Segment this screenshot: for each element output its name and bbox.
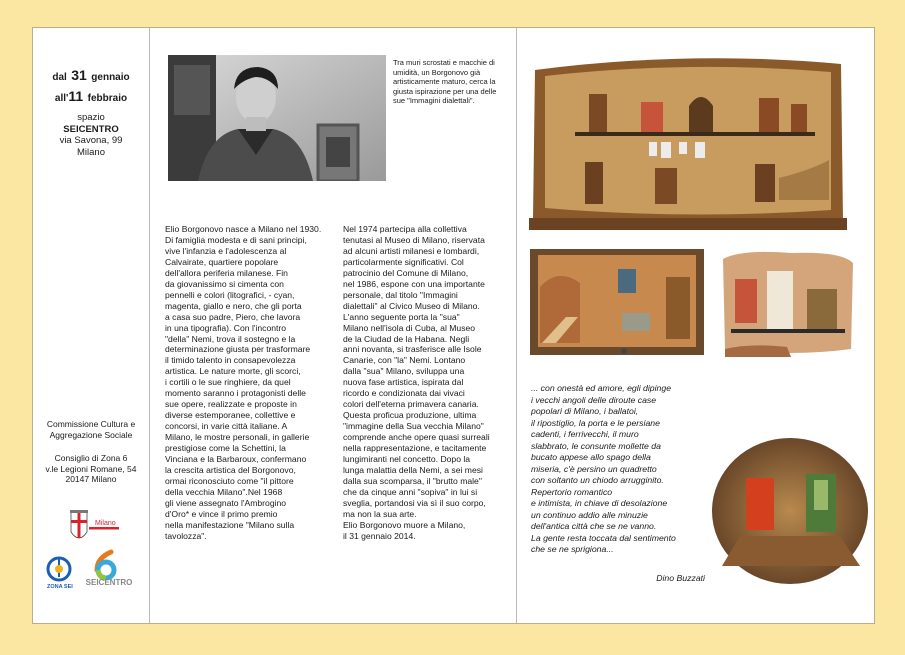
biography-line: Canarie, con "la" Nemi. Lontano <box>343 355 466 366</box>
photo-caption: Tra muri scrostati e macchie di umidità, un Borgonovo già artisticamente maturo, cerca la giusta ispirazione per una delle sue "Immagini dialettali". <box>393 58 497 105</box>
venue-block <box>33 112 149 158</box>
biography-line: lunga malattia della Nemi, a sei mesi <box>343 464 483 475</box>
quote-line: La gente resta toccata dal sentimento <box>531 532 676 543</box>
biography-line: Vinciana e la Barbaroux, confermano <box>165 454 307 465</box>
biography-line: da giovanissimo si cimenta con <box>165 278 284 289</box>
biography-line: de la Ciudad de la Habana. Negli <box>343 333 470 344</box>
biography-line: Nel 1974 partecipa alla collettiva <box>343 224 467 234</box>
biography-line: personale, dal titolo "Immagini <box>343 289 458 300</box>
biography-line: Milano nell'isola di Cuba, al Museo <box>343 322 476 333</box>
biography-line: d'Oro* e vince il primo premio <box>165 508 278 519</box>
biography-line: ormai riconosciuto come "il pittore <box>165 475 294 486</box>
council-line: v.le Legioni Romane, 54 <box>45 463 137 474</box>
quote-line: con soltanto un chiodo arrugginito. <box>531 475 664 485</box>
biography-line: dialettali" al Civico Museo di Milano. <box>343 300 480 311</box>
biography-line: prestigiose come la Schettini, la <box>165 443 286 454</box>
quote-line: il ripostiglio, la porta e le persiane <box>531 417 660 428</box>
biography-line: Milano, le mostre personali, in gallerie <box>165 432 310 443</box>
biography-line: sveglia, portandosi via sì il suo corpo, <box>343 497 486 508</box>
biography-line: vive l'infanzia e l'adolescenza al <box>165 245 287 256</box>
date-month-start: gennaio <box>91 72 130 83</box>
biography-line: nel 1986, espone con una importante <box>343 278 485 289</box>
venue-street: via Savona, 99 <box>59 135 123 146</box>
venue-city: Milano <box>77 146 105 158</box>
biography-line: in una tipografia). Con l'incontro <box>165 322 287 333</box>
date-prefix-to: all' <box>54 93 69 104</box>
date-month-end: febbraio <box>87 93 128 104</box>
biography-line: patrocinio del Comune di Milano, <box>343 267 469 278</box>
biography-line: diverse estemporanee, collettive e <box>165 410 296 421</box>
milano-coat-of-arms-logo <box>67 510 121 548</box>
biography-column-2 <box>343 224 511 542</box>
biography-line: Questa proficua produzione, ultima <box>343 410 477 421</box>
column-divider <box>516 28 517 623</box>
quote-line: bucato appese allo spago della <box>531 452 651 462</box>
biography-line: particolarmente significativi. Col <box>343 256 464 267</box>
biography-column-1 <box>165 224 345 542</box>
biography-line: Calvairate, quartiere popolare <box>165 256 279 267</box>
commission-line: Aggregazione Sociale <box>49 429 133 440</box>
quote-line: popolari di Milano, i ballatoi, <box>531 406 639 416</box>
quote-line: i vecchi angoli delle diroute case <box>531 394 657 405</box>
painting-round-doorway <box>710 436 870 586</box>
event-dates <box>33 66 149 108</box>
quote-line: e intimista, in chiave di desolazione <box>531 498 668 508</box>
council-line: Consiglio di Zona 6 <box>54 453 128 463</box>
biography-line: nella rappresentazione, e tacitamente <box>343 443 487 454</box>
date-day-start: 31 <box>71 67 87 83</box>
biography-line: colori dell'eterna primavera canaria. <box>343 399 479 410</box>
biography-line: tenutasi al Museo di Milano, riservata <box>343 234 485 245</box>
venue-label: spazio <box>77 112 105 123</box>
quote-line: slabbrato, le consunte mollette da <box>531 440 661 451</box>
commission-line: Commissione Cultura e <box>46 419 136 429</box>
quote-line: miseria, c'è persino un quadretto <box>531 463 657 474</box>
biography-line: che da cinque anni "sopiva" in lui si <box>343 486 478 497</box>
biography-line: magenta, giallo e nero, che gli porta <box>165 300 302 311</box>
painting-curtain-wall <box>721 249 855 357</box>
milano-logo-text: Milano <box>95 520 116 527</box>
quote-line: ... con onestà ed amore, egli dipinge <box>531 383 672 393</box>
biography-line: a casa suo padre, Piero, che lavora <box>165 311 301 322</box>
column-divider <box>149 28 150 623</box>
quote-line: dell'antica città che se ne vanno. <box>531 521 657 531</box>
quote-line: che se ne sprigiona... <box>531 544 614 554</box>
quote-author: Dino Buzzati <box>656 573 705 583</box>
flyer-sheet <box>32 27 875 624</box>
biography-line: la crescita artistica del Borgonovo, <box>165 464 296 475</box>
biography-line: nuova fase artistica, ispirata dal <box>343 377 464 388</box>
biography-line: della vecchia Milano".Nel 1968 <box>165 486 283 497</box>
biography-line: concorsi, in varie città italiane. A <box>165 421 288 432</box>
biography-line: anni novanta, si trasferisce alle Isole <box>343 344 482 355</box>
biography-line: Elio Borgonovo nasce a Milano nel 1930. <box>165 224 322 234</box>
biography-line: ricordo e condizionata dai vivaci <box>343 388 465 399</box>
buzzati-quote <box>531 383 716 556</box>
zona-sei-logo <box>45 555 75 591</box>
painting-balcony-house <box>529 50 847 234</box>
biography-line: Di famiglia modesta e di sani principi, <box>165 234 307 245</box>
biography-line: Elio Borgonovo muore a Milano, <box>343 519 466 530</box>
biography-line: gli viene assegnato l'Ambrogino <box>165 497 287 508</box>
commission-block <box>33 419 149 440</box>
biography-line: L'anno seguente porta la "sua" <box>343 311 460 322</box>
council-block <box>33 453 149 485</box>
biography-line: nella manifestazione "Milano sulla <box>165 519 295 530</box>
biography-line: dalla "sua" Milano, sviluppa una <box>343 366 465 377</box>
biography-line: i cortili o le sue ringhiere, da quel <box>165 377 291 388</box>
biography-line: "immagine della Sua vecchia Milano" <box>343 421 484 432</box>
artist-portrait-photo <box>168 55 386 181</box>
zona-logo-text: ZONA SEI <box>47 584 73 590</box>
biography-line: "della" Nemi, trova il sostegno e la <box>165 333 296 344</box>
biography-line: il timido talento in consapevolezza <box>165 355 296 366</box>
quote-line: un continuo addio alle minuzie <box>531 509 648 520</box>
date-prefix-from: dal <box>52 72 67 83</box>
biography-line: sue opere, realizzate e proposte in <box>165 399 297 410</box>
biography-line: pennelli e colori (litografici, - cyan, <box>165 289 295 300</box>
left-column <box>33 28 149 623</box>
biography-line: il 31 gennaio 2014. <box>343 530 416 541</box>
quote-line: Repertorio romantico <box>531 486 613 497</box>
painting-staircase-courtyard <box>528 247 706 357</box>
date-day-end: 11 <box>68 88 84 104</box>
biography-line: lungimiranti nel concetto. Dopo la <box>343 454 471 465</box>
quote-line: cadenti, i ferrivecchi, il muro <box>531 429 639 439</box>
council-line: 20147 Milano <box>65 474 117 484</box>
biography-line: tavolozza". <box>165 530 207 541</box>
biography-line: dalla sua scomparsa, il "brutto male" <box>343 475 482 486</box>
venue-name: SEICENTRO <box>63 123 119 135</box>
biography-line: ad alcuni artisti milanesi e lombardi, <box>343 245 480 256</box>
biography-line: determinazione giusta per trasformare <box>165 344 311 355</box>
biography-line: momento saranno i protagonisti delle <box>165 388 306 399</box>
biography-line: dell'allora periferia milanese. Fin <box>165 267 288 278</box>
biography-line: comprende anche opere quasi surreali <box>343 432 490 443</box>
biography-line: artistica. Le nature morte, gli scorci, <box>165 366 301 377</box>
seicentro-logo-text: SEICENTRO <box>85 578 133 587</box>
biography-line: ma non la sua arte. <box>343 508 417 519</box>
